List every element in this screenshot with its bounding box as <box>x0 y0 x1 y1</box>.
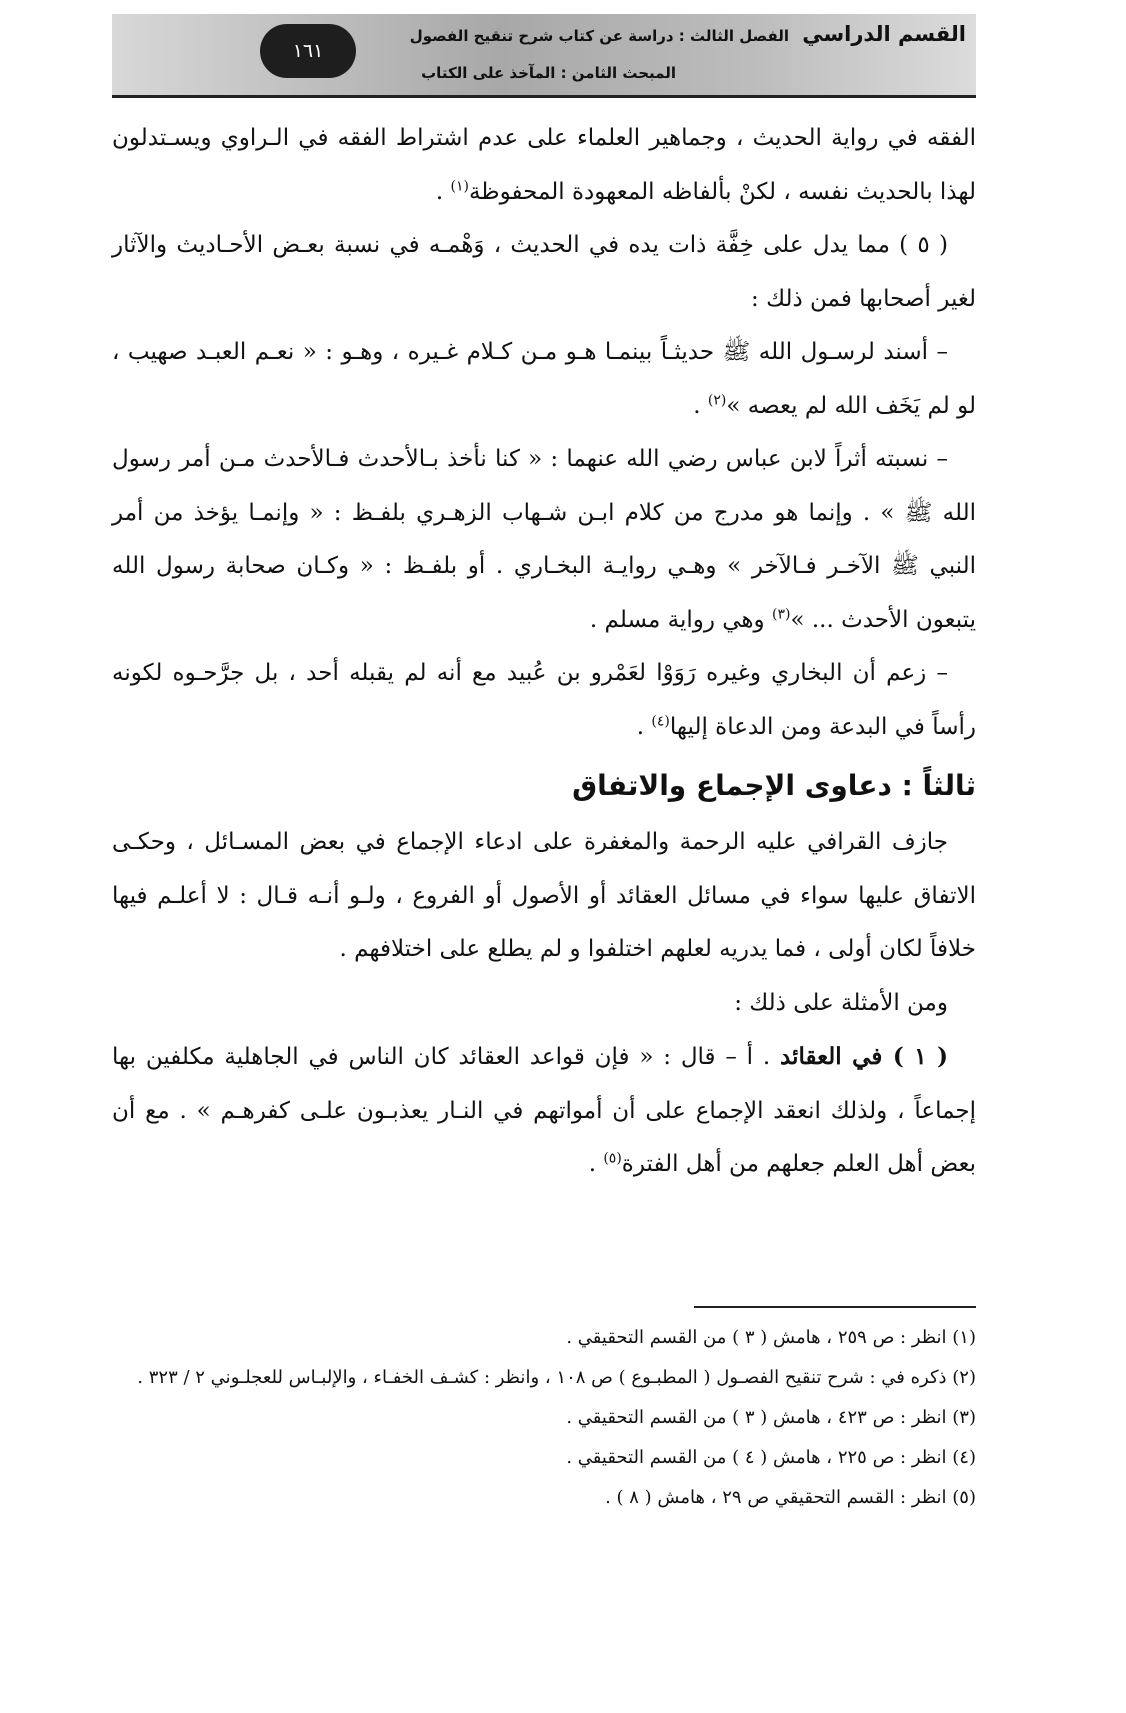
paragraph-7: ومن الأمثلة على ذلك : <box>734 989 948 1016</box>
section-heading: ثالثاً : دعاوى الإجماع والاتفاق <box>572 769 976 802</box>
paragraph-5: – زعم أن البخاري وغيره رَوَوْا لعَمْرو بن عُبيد مع أنه لم يقبله أحد ، بل جرَّحـوه لكونه رأساً في البدعة ومن الدعاة إليها$^{(٤)}$ . <box>112 660 976 740</box>
page-header <box>112 14 976 98</box>
header-section: القسم الدراسي <box>802 22 966 46</box>
footnote-ref-4: (٤) <box>651 712 670 729</box>
paragraph-2: ( ٥ ) مما يدل على خِفَّة ذات يده في الحديث ، وَهْمـه في نسبة بعـض الأحـاديث والآثار لغير أصحابها فمن ذلك : <box>112 232 976 312</box>
footnote-ref-1: (١) <box>450 177 469 194</box>
paragraph-3: – أسند لرسـول الله ﷺ حديثـاً بينمـا هـو مـن كـلام غـيره ، وهـو : « نعـم العبـد صهيب ، لو لم يَخَف الله لم يعصه »$^{(٢)}$ . <box>112 339 976 419</box>
footnote-1: (١) انظر : ص ٢٥٩ ، هامش ( ٣ ) من القسم التحقيقي . <box>566 1327 976 1348</box>
footnotes <box>112 1318 976 1518</box>
footnote-3: (٣) انظر : ص ٤٢٣ ، هامش ( ٣ ) من القسم التحقيقي . <box>566 1407 976 1428</box>
paragraph-6: جازف القرافي عليه الرحمة والمغفرة على ادعاء الإجماع في بعض المسـائل ، وحكـى الاتفاق عليها سواء في مسائل العقائد أو الأصول أو الفروع ، ولـو أنـه قـال : لا أعلـم فيها خلافاً لكان أولى ، فما يدريه لعلهم اختلفوا و لم يطلع على اختلافهم . <box>112 829 976 962</box>
footnote-4: (٤) انظر : ص ٢٢٥ ، هامش ( ٤ ) من القسم التحقيقي . <box>566 1447 976 1468</box>
footnote-ref-5: (٥) <box>603 1150 622 1167</box>
header-chapter: الفصل الثالث : دراسة عن كتاب شرح تنقيح الفصول <box>409 27 790 45</box>
page-number: ١٦١ <box>260 24 356 78</box>
paragraph-4: – نسبته أثراً لابن عباس رضي الله عنهما : « كنا نأخذ بـالأحدث فـالأحدث مـن أمر رسول الله ﷺ » . وإنما هو مدرج من كلام ابـن شـهاب الزهـري بلفـظ : « وإنمـا يؤخذ من أمر النبي ﷺ الآخـر فـالآخر » وهـي روايـة البخـاري . أو بلفـظ : « وكـان صحابة رسول الله يتبعون الأحدث ... »$^{(٣)}$ وهي رواية مسلم . <box>112 446 976 633</box>
page-body <box>112 112 976 1192</box>
paragraph-8: ( ١ ) في العقائد . أ – قال : « فإن قواعد العقائد كان الناس في الجاهلية مكلفين بها إجماعاً ، ولذلك انعقد الإجماع على أن أمواتهم في النـار يعذبـون علـى كفرهـم » . مع أن بعض أهل العلم جعلهم من أهل الفترة$^{(٥)}$ . <box>112 1043 976 1177</box>
footnote-divider <box>694 1306 976 1308</box>
header-title <box>346 22 966 46</box>
footnote-5: (٥) انظر : القسم التحقيقي ص ٢٩ ، هامش ( ٨ ) . <box>605 1487 976 1508</box>
header-subsection: المبحث الثامن : المآخذ على الكتاب <box>421 64 676 82</box>
footnote-ref-2: (٢) <box>707 391 727 408</box>
paragraph-1: الفقه في رواية الحديث ، وجماهير العلماء على عدم اشتراط الفقه في الـراوي ويسـتدلون لهذا بالحديث نفسه ، لكنْ بألفاظه المعهودة المحفوظة$^{(١)}$ . <box>112 125 976 205</box>
footnote-2: (٢) ذكره في : شرح تنقيح الفصـول ( المطبـوع ) ص ١٠٨ ، وانظر : كشـف الخفـاء ، والإلبـاس للعجلـوني ٢ / ٣٢٣ . <box>137 1367 976 1388</box>
footnote-ref-3: (٣) <box>771 605 791 622</box>
